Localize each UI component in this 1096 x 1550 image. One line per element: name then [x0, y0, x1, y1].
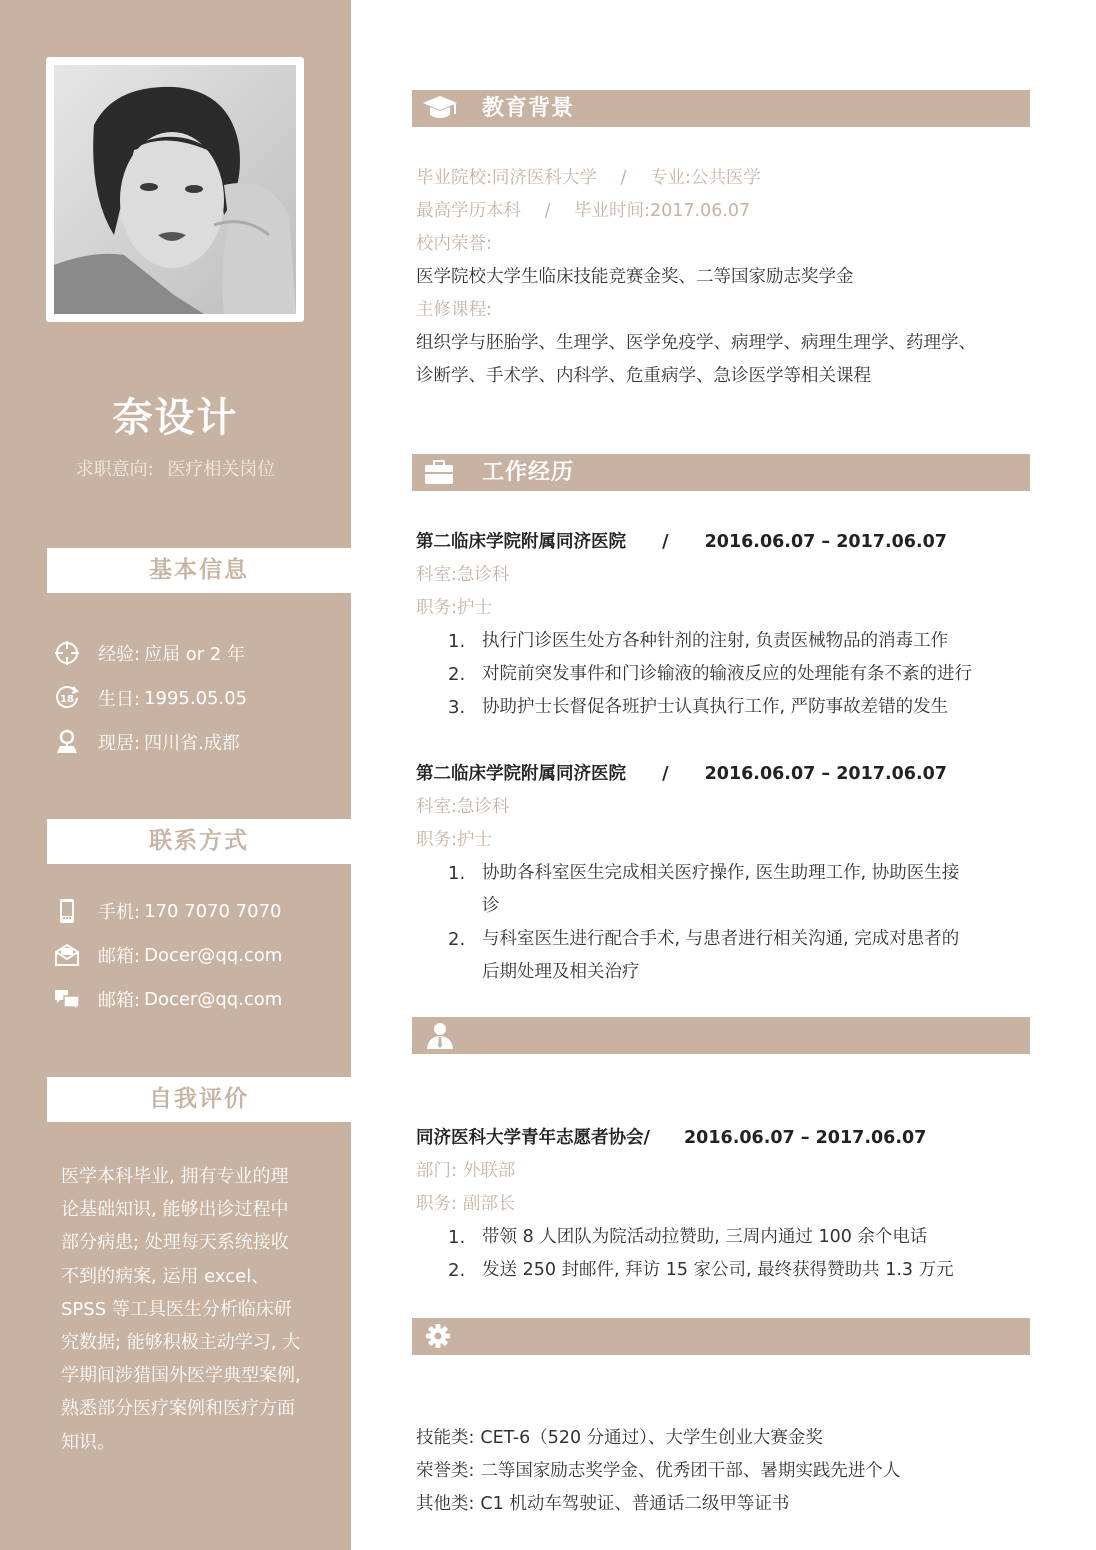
job-1-duty-1-number: 1.: [448, 631, 466, 652]
skills-row-1-label: 技能类:: [416, 1428, 475, 1448]
info-experience: [54, 640, 245, 666]
job-intention-value: 医疗相关岗位: [167, 459, 276, 480]
self-eval-text: 医学本科毕业, 拥有专业的理论基础知识, 能够出诊过程中部分病患; 处理每天系统接收不到的病案, 运用 excel、SPSS 等工具医生分析临床研究数据; 能够积极主动学习, 大学期间涉猎国外医学典型案例, 熟悉部分医疗案例和医疗方面知识。: [61, 1166, 301, 1453]
phone-icon: [54, 898, 80, 924]
activity-header: [416, 1122, 926, 1155]
job-2-duty-2-line-1: 与科室医生进行配合手术, 与患者进行相关沟通, 完成对患者的: [482, 929, 960, 949]
email-label: 邮箱:: [98, 946, 141, 967]
job-2-role: [416, 824, 492, 857]
activity-org: 同济医科大学青年志愿者协会/: [416, 1128, 650, 1148]
candidate-name: 奈设计: [112, 395, 239, 441]
job-1-separator: /: [662, 532, 669, 552]
job-1-duty-3: 协助护士长督促各班护士认真执行工作, 严防事故差错的发生: [482, 697, 949, 717]
job-1-dept-value: 急诊科: [456, 565, 510, 585]
mail-icon: [54, 942, 80, 968]
job-1-duty-3-number: 3.: [448, 697, 466, 718]
job-2-dept-value: 急诊科: [456, 797, 510, 817]
job-1-role-value: 护士: [456, 598, 492, 618]
courses-line-1: 组织学与胚胎学、生理学、医学免疫学、病理学、病理生理学、药理学、: [416, 333, 976, 353]
edu-separator-2: /: [544, 201, 551, 221]
birthday-label: 生日:: [98, 689, 141, 710]
contact-heading: 联系方式: [47, 819, 351, 864]
major-label: 专业:: [649, 168, 691, 188]
age-18-icon: [54, 685, 80, 711]
phone-value: 170 7070 7070: [144, 900, 282, 922]
education-section-header: [412, 90, 1030, 127]
job-2-org: 第二临床学院附属同济医院: [416, 764, 626, 784]
job-1-dept-label: 科室:: [416, 565, 457, 585]
activity-dept-value: 外联部: [462, 1161, 516, 1181]
activity-period: 2016.06.07 – 2017.06.07: [683, 1128, 927, 1148]
job-2-duty-1-line-1: 协助各科室医生完成相关医疗操作, 医生助理工作, 协助医生接: [482, 863, 960, 883]
location-person-icon: [54, 729, 80, 755]
job-2-separator: /: [662, 764, 669, 784]
residence-label: 现居:: [98, 733, 141, 754]
profile-photo: [54, 65, 296, 314]
email-2-value: Docer@qq.com: [144, 988, 283, 1010]
job-1-role-label: 职务:: [416, 598, 457, 618]
degree-value: 最高学历本科: [416, 201, 521, 221]
edu-separator: /: [620, 168, 627, 188]
job-1-duty-2: 对院前突发事件和门诊输液的输液反应的处理能有条不紊的进行: [482, 664, 972, 684]
skills-row-1: [416, 1422, 823, 1455]
residence-value: 四川省.成都: [144, 733, 240, 754]
job-2-header: [416, 758, 947, 791]
job-1-duty-1: 执行门诊医生处方各种针剂的注射, 负责医械物品的消毒工作: [482, 631, 949, 651]
skills-row-1-value: CET-6（520 分通过）、大学生创业大赛金奖: [480, 1428, 823, 1448]
honors-label: 校内荣誉:: [416, 234, 492, 254]
profile-photo-frame: [46, 57, 304, 322]
job-intention-label: 求职意向:: [75, 459, 154, 480]
crosshair-icon: [54, 640, 80, 666]
job-2-duty-2-number: 2.: [448, 929, 466, 950]
activity-duty-2-number: 2.: [448, 1260, 466, 1281]
experience-label: 经验:: [98, 644, 141, 665]
activity-section-header: [412, 1017, 1030, 1054]
job-2-role-value: 护士: [456, 830, 492, 850]
portrait-image: [54, 65, 296, 314]
info-birthday: [54, 685, 247, 711]
activity-dept: [416, 1155, 515, 1188]
email-2-label: 邮箱:: [98, 990, 141, 1011]
skills-section-header: [412, 1318, 1030, 1355]
activity-duty-2: 发送 250 封邮件, 拜访 15 家公司, 最终获得赞助共 1.3 万元: [482, 1260, 954, 1280]
basic-info-heading: 基本信息: [47, 548, 351, 593]
graduation-cap-icon: [422, 95, 458, 122]
job-2-role-label: 职务:: [416, 830, 457, 850]
skills-row-2-value: 二等国家励志奖学金、优秀团干部、暑期实践先进个人: [480, 1461, 901, 1481]
activity-duty-1: 带领 8 人团队为院活动拉赞助, 三周内通过 100 余个电话: [482, 1227, 928, 1247]
job-1-duty-2-number: 2.: [448, 664, 466, 685]
education-title: 教育背景: [482, 96, 575, 121]
svg-text:18: 18: [60, 694, 74, 705]
courses-line-2: 诊断学、手术学、内科学、危重病学、急诊医学等相关课程: [416, 366, 871, 386]
job-1-header: [416, 526, 947, 559]
job-2-dept-label: 科室:: [416, 797, 457, 817]
contact-email: [54, 942, 282, 968]
job-2-duty-2-line-2: 后期处理及相关治疗: [482, 962, 640, 982]
job-2-dept: [416, 791, 509, 824]
self-eval-heading: 自我评价: [47, 1077, 351, 1122]
activity-dept-label: 部门:: [416, 1161, 457, 1181]
experience-value: 应届 or 2 年: [144, 644, 246, 665]
job-2-duty-1-number: 1.: [448, 863, 466, 884]
birthday-value: 1995.05.05: [144, 687, 248, 709]
skills-row-3: [416, 1488, 789, 1521]
person-tie-icon: [422, 1022, 458, 1049]
skills-row-3-value: C1 机动车驾驶证、普通话二级甲等证书: [480, 1494, 790, 1514]
chat-icon: [54, 986, 80, 1012]
edu-degree-line: [416, 195, 750, 228]
skills-row-3-label: 其他类:: [416, 1494, 475, 1514]
school-label: 毕业院校:: [416, 168, 492, 188]
courses-label: 主修课程:: [416, 300, 492, 320]
work-section-header: [412, 454, 1030, 491]
job-1-dept: [416, 559, 509, 592]
edu-school-line: [416, 162, 761, 195]
job-1-org: 第二临床学院附属同济医院: [416, 532, 626, 552]
contact-email-2: [54, 986, 282, 1012]
job-2-period: 2016.06.07 – 2017.06.07: [704, 764, 947, 784]
gear-icon: [422, 1323, 458, 1350]
skills-row-2: [416, 1455, 900, 1488]
job-1-role: [416, 592, 492, 625]
activity-role: [416, 1188, 515, 1221]
school-value: 同济医科大学: [491, 168, 597, 188]
sidebar: [0, 0, 351, 1550]
activity-role-label: 职务:: [416, 1194, 457, 1214]
honors-value: 医学院校大学生临床技能竞赛金奖、二等国家励志奖学金: [416, 267, 854, 287]
skills-row-2-label: 荣誉类:: [416, 1461, 475, 1481]
phone-label: 手机:: [98, 902, 141, 923]
activity-role-value: 副部长: [462, 1194, 516, 1214]
contact-phone: [54, 898, 282, 924]
major-value: 公共医学: [690, 168, 761, 188]
briefcase-icon: [422, 459, 458, 486]
info-residence: [54, 729, 240, 755]
job-1-period: 2016.06.07 – 2017.06.07: [704, 532, 947, 552]
job-intention: [0, 455, 351, 481]
grad-date-label: 毕业时间:: [574, 201, 650, 221]
activity-duty-1-number: 1.: [448, 1227, 466, 1248]
work-title: 工作经历: [482, 460, 575, 485]
grad-date-value: 2017.06.07: [649, 201, 751, 221]
job-2-duty-1-line-2: 诊: [482, 896, 500, 916]
email-value: Docer@qq.com: [144, 944, 283, 966]
